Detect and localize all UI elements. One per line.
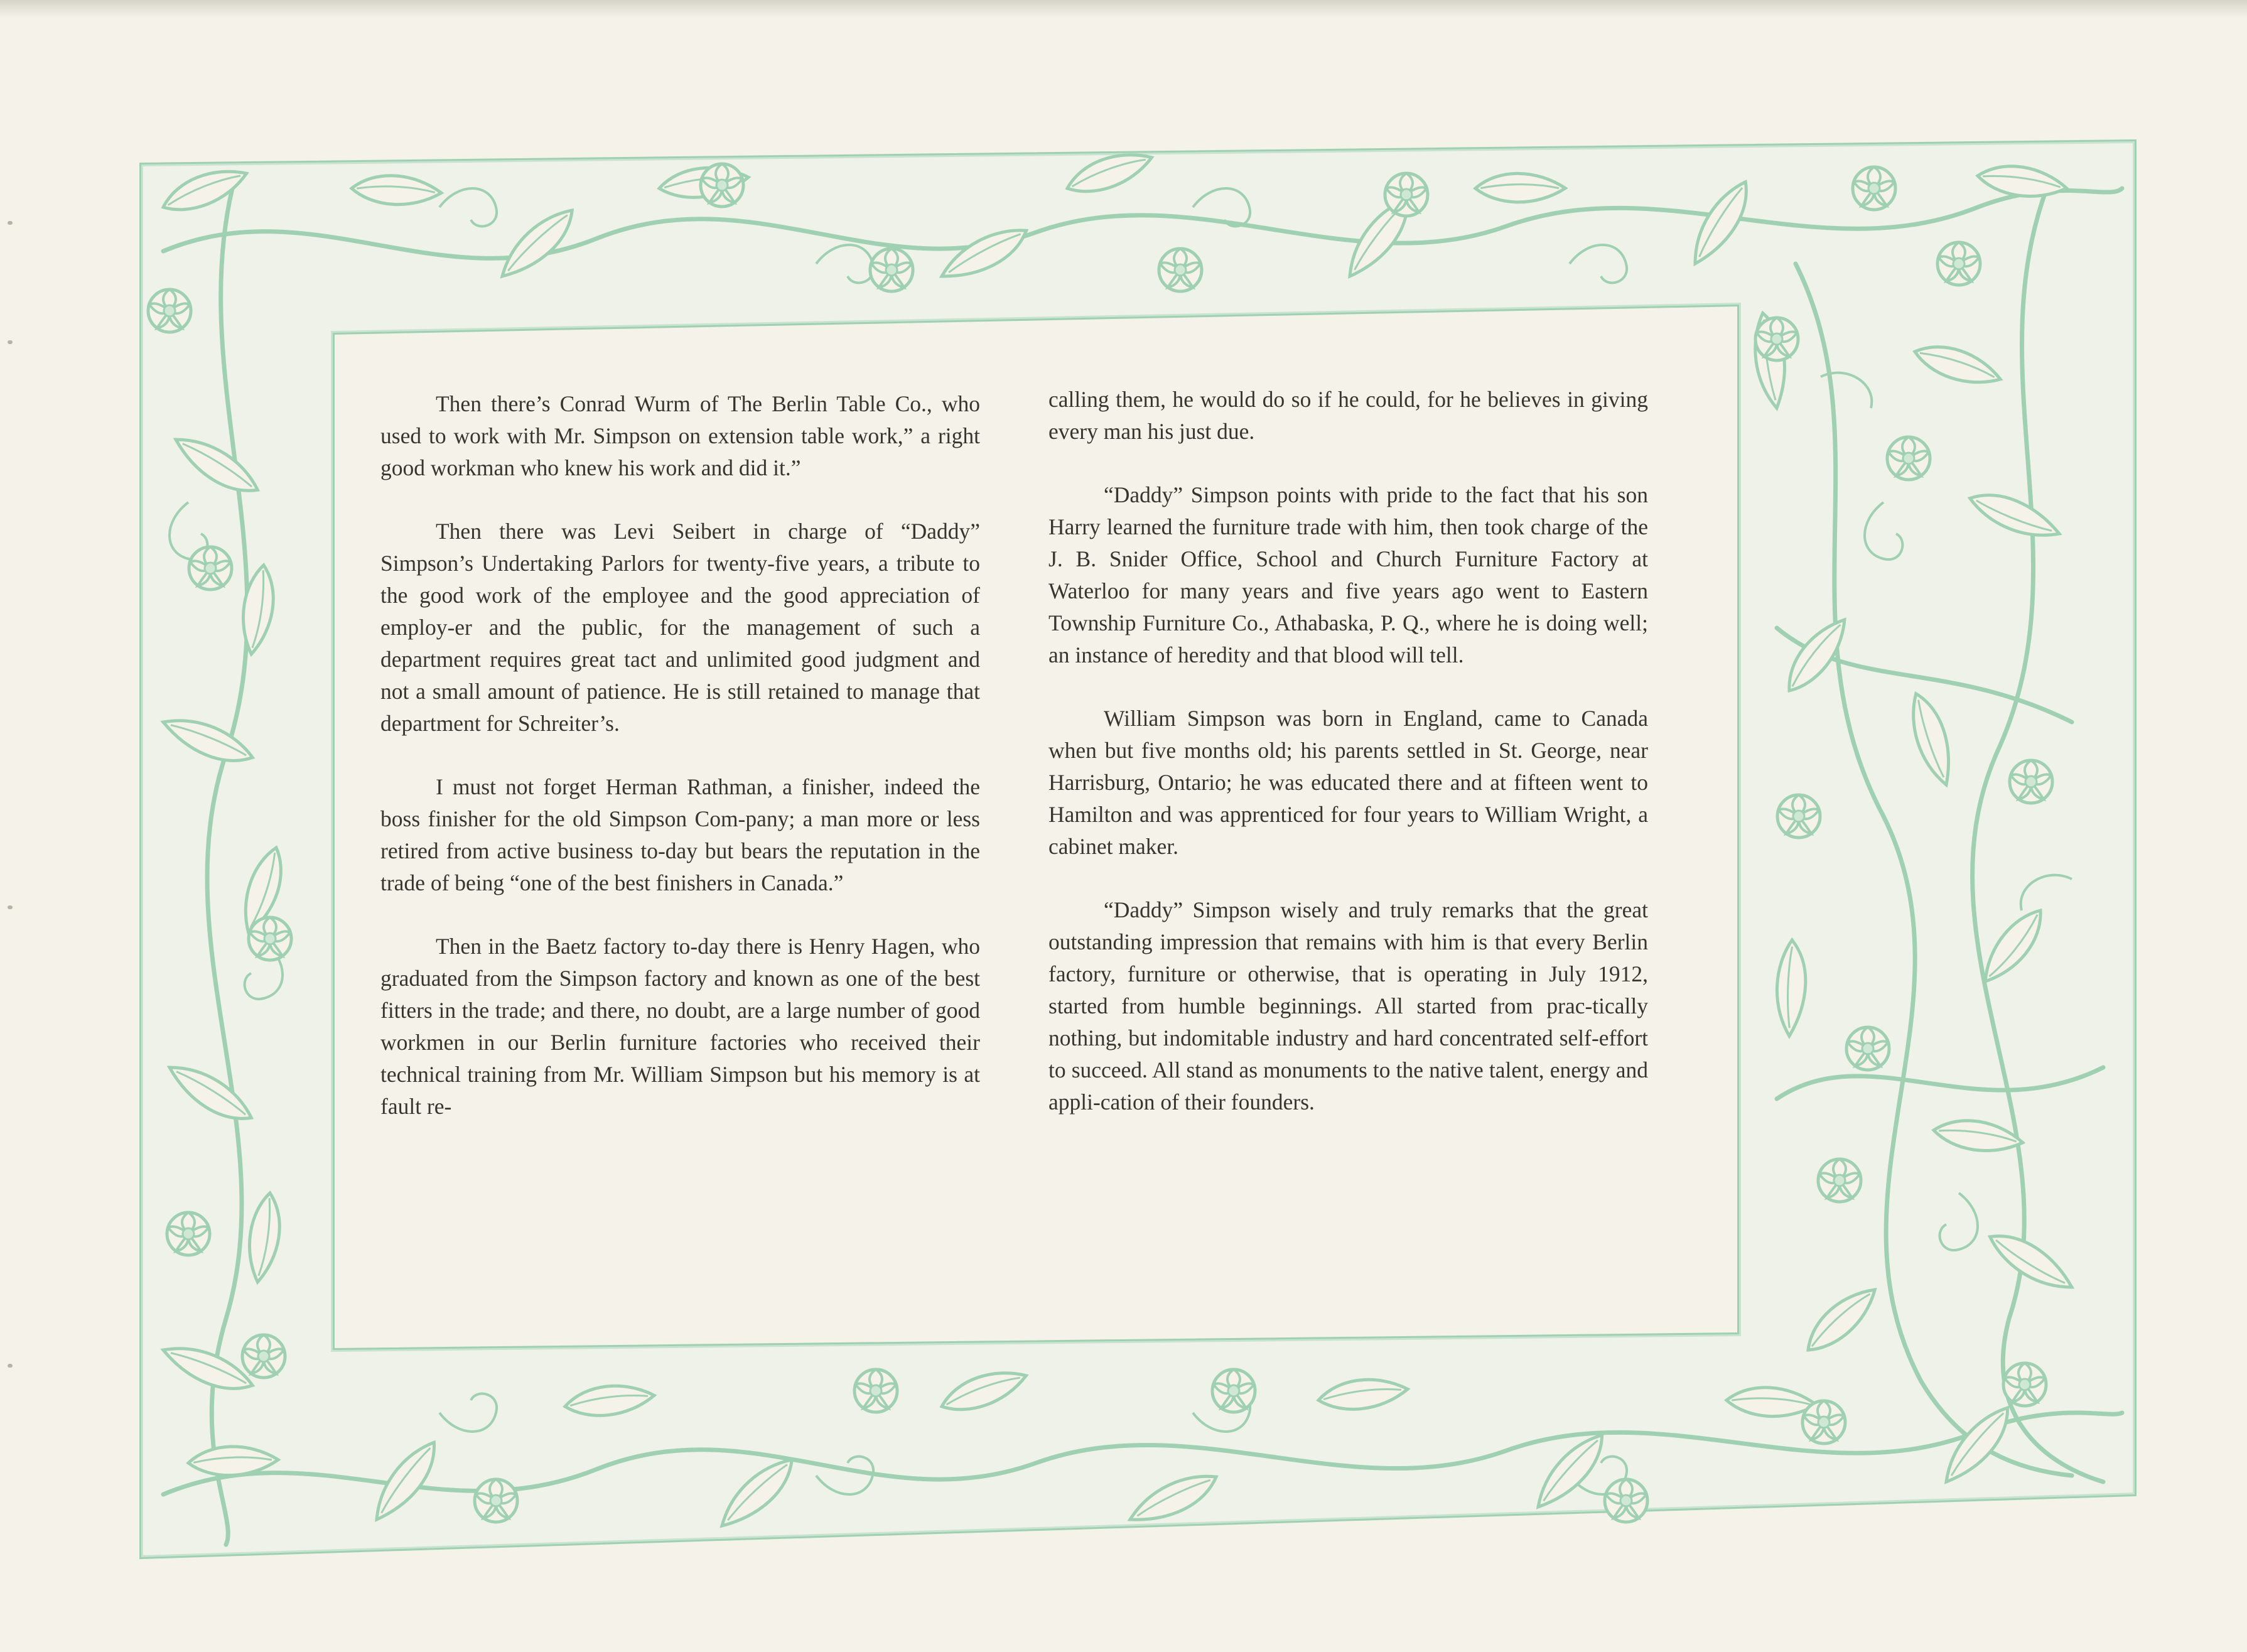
paragraph-continuation: calling them, he would do so if he could, for he believes in giving every man his just due. [1048, 387, 1648, 444]
paragraph-biography: William Simpson was born in England, came to Canada when but five months old; his parents settled in St. George, near Harrisburg, Ontario; he was educated there and at fifteen went to Hamilton and was apprenticed for four years to William Wright, a cabinet maker. [1048, 706, 1648, 859]
right-text-column [1048, 384, 1648, 1150]
paragraph-son-harry: “Daddy” Simpson points with pride to the fact that his son Harry learned the furniture trade with him, then took charge of the J. B. Snider Office, School and Church Furniture Factory at Waterloo for many years and five years ago went to Eastern Township Furniture Co., Athabaska, P. Q., where he is doing well; an instance of heredity and that blood will tell. [1048, 482, 1648, 667]
paragraph-herman-rathman: I must not forget Herman Rathman, a finisher, indeed the boss finisher for the old Simpson Com-pany; a man more or less retired from active business to-day but bears the reputation in the trade of being “one of the best finishers in Canada.” [380, 774, 980, 895]
paragraph-remarks: “Daddy” Simpson wisely and truly remarks that the great outstanding impression that remains with him is that every Berlin factory, furniture or otherwise, that is operating in July 1912, started from humble beginnings. All started from prac-tically nothing, but indomitable industry and hard concentrated self-effort to succeed. All stand as monuments to the native talent, energy and appli-cation of their founders. [1048, 897, 1648, 1115]
left-text-column [380, 388, 980, 1154]
paragraph-conrad-wurm: Then there’s Conrad Wurm of The Berlin Table Co., who used to work with Mr. Simpson on extension table work,” a right good workman who knew his work and did it.” [380, 391, 980, 480]
paragraph-henry-hagen: Then in the Baetz factory to-day there is Henry Hagen, who graduated from the Simpson factory and known as one of the best fitters in the trade; and there, no doubt, are a large number of good workmen in our Berlin furniture factories who received their technical training from Mr. William Simpson but his memory is at fault re- [380, 934, 980, 1119]
paragraph-levi-seibert: Then there was Levi Seibert in charge of “Daddy” Simpson’s Undertaking Parlors for twenty-five years, a tribute to the good work of the employee and the good appreciation of employ-er and the public, for the management of such a department requires great tact and unlimited good judgment and not a small amount of patience. He is still retained to manage that department for Schreiter’s. [380, 519, 980, 736]
